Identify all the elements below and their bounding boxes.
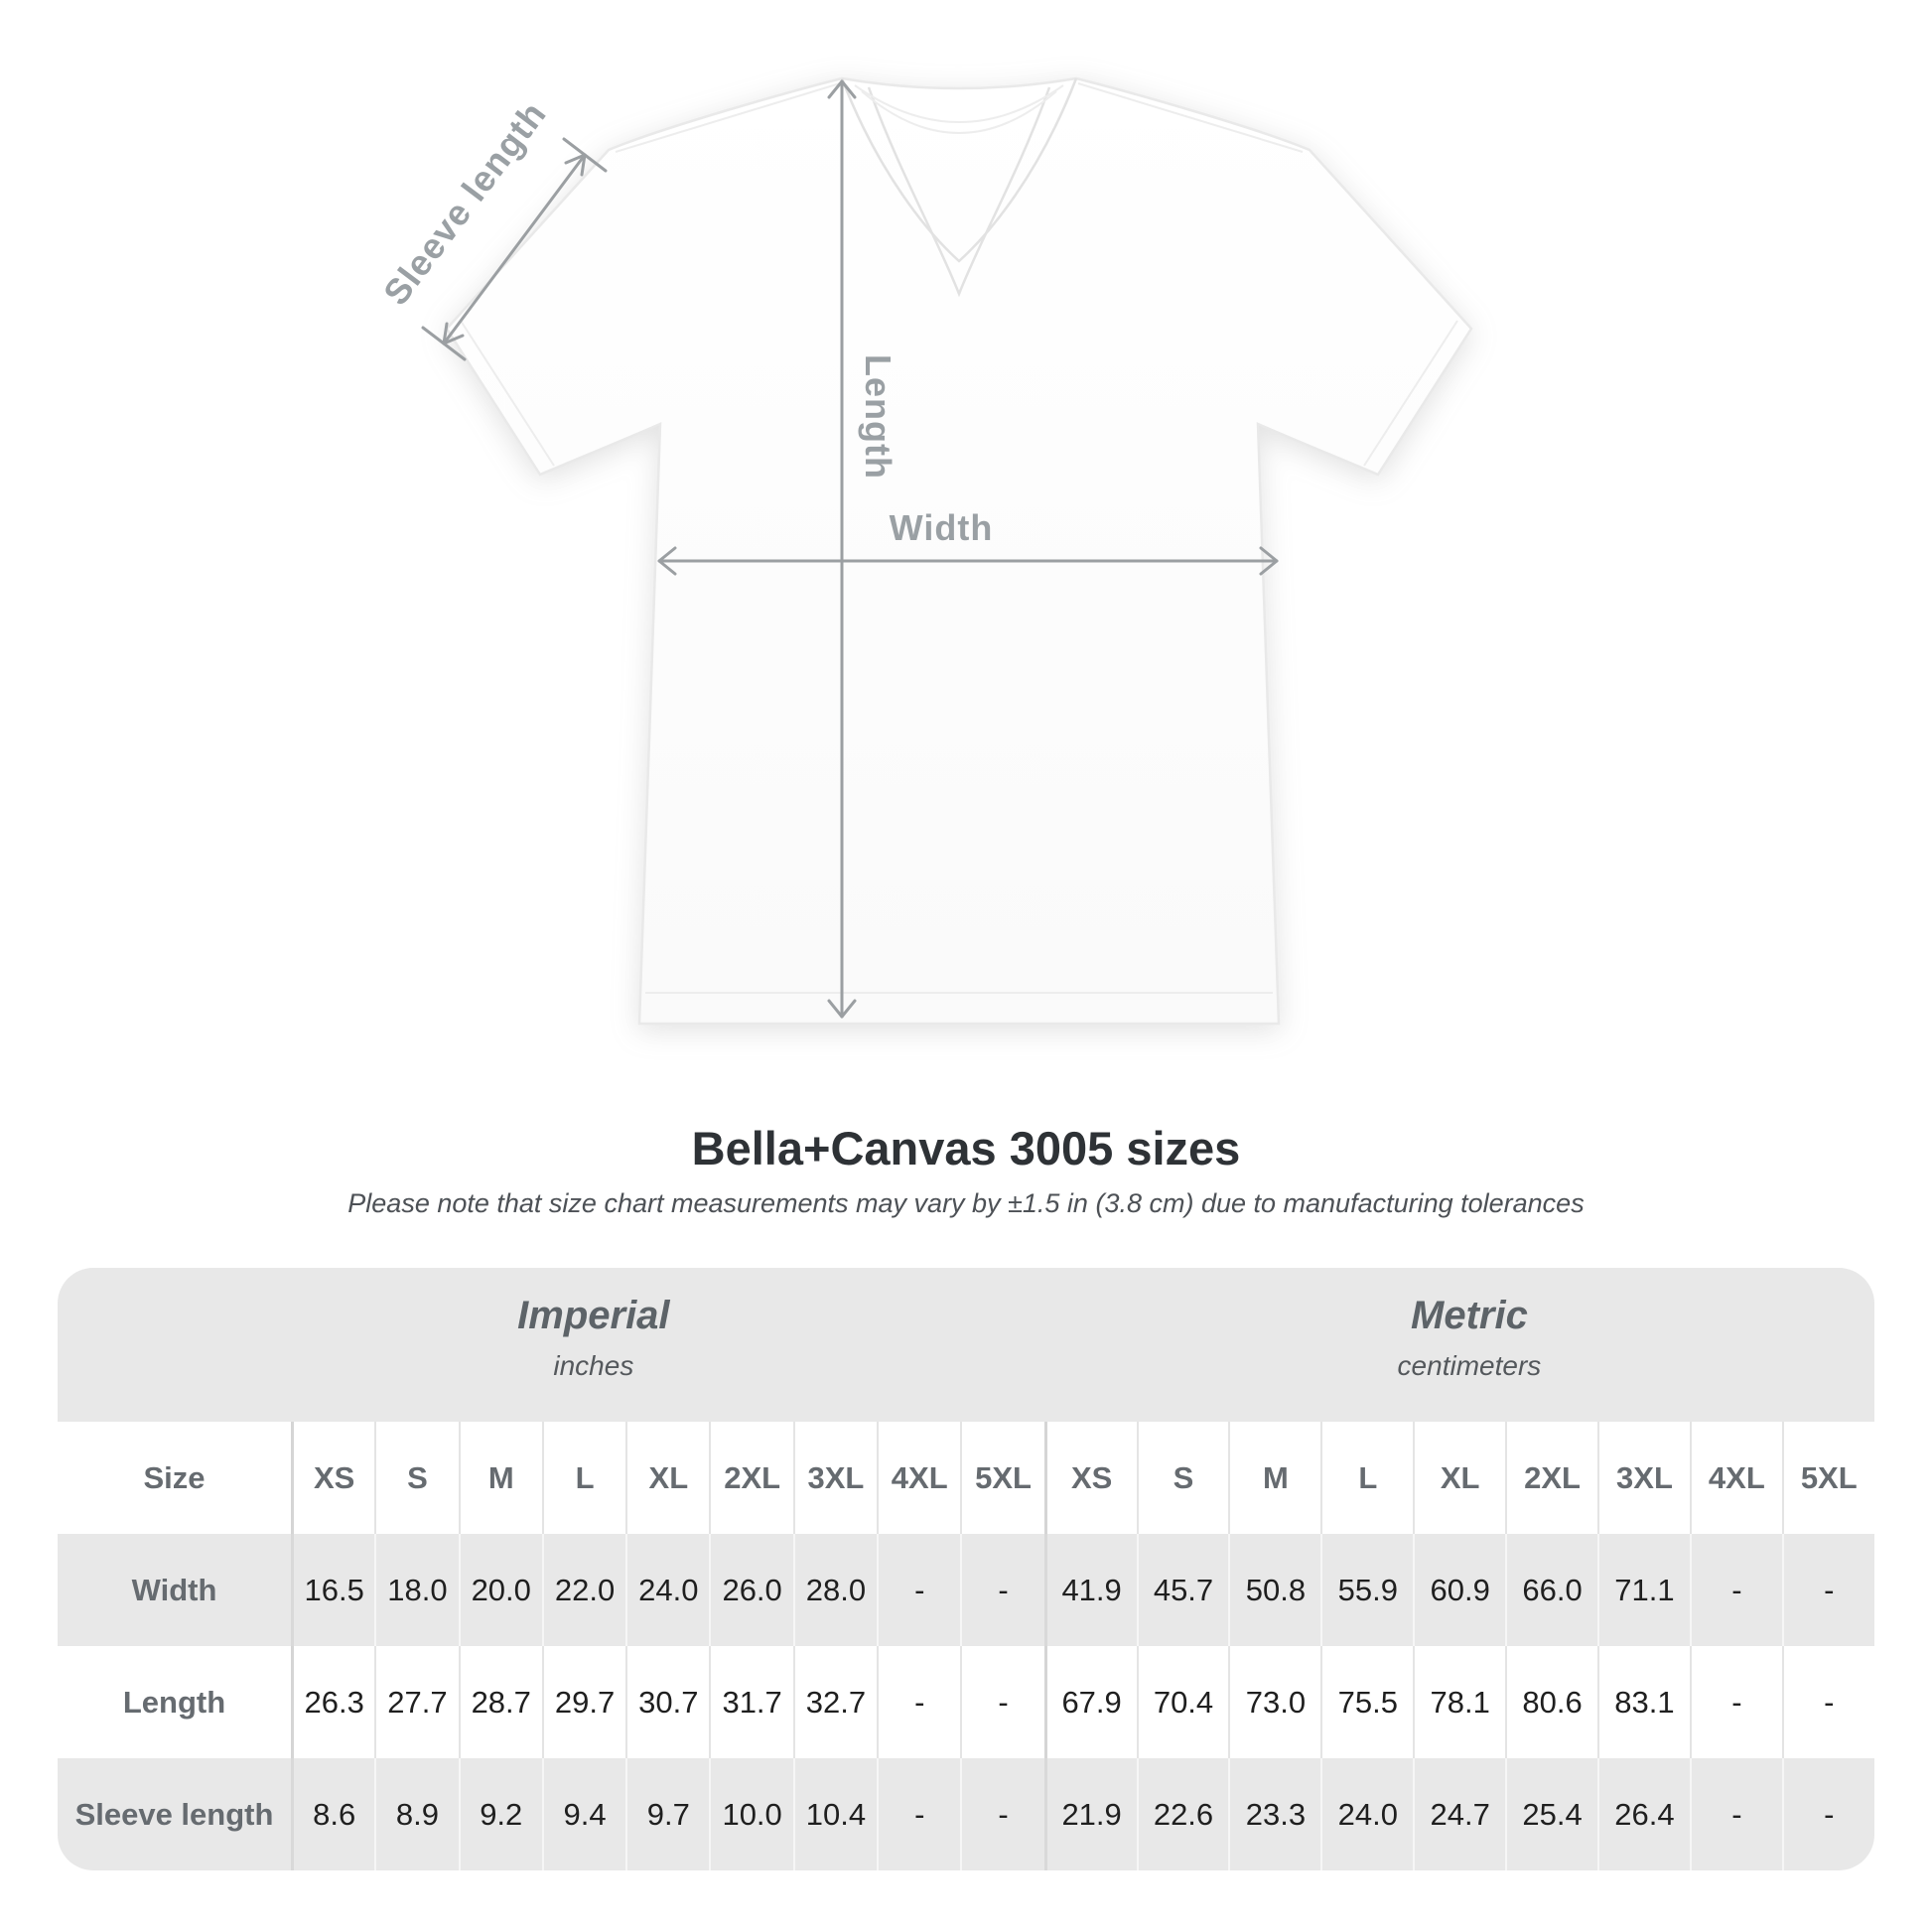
metric-title: Metric bbox=[1411, 1294, 1528, 1337]
value-cell: 24.0 bbox=[1320, 1758, 1413, 1870]
row-label-width: Width bbox=[58, 1534, 291, 1646]
value-cell: - bbox=[960, 1534, 1043, 1646]
size-header-imperial-m: M bbox=[459, 1422, 542, 1534]
value-cell: 24.7 bbox=[1413, 1758, 1505, 1870]
value-cell: 27.7 bbox=[374, 1646, 458, 1758]
size-header-metric-m: M bbox=[1228, 1422, 1320, 1534]
value-cell: 67.9 bbox=[1044, 1646, 1137, 1758]
value-cell: - bbox=[1690, 1534, 1782, 1646]
row-label-sleeve-length: Sleeve length bbox=[58, 1758, 291, 1870]
value-cell: 9.4 bbox=[542, 1758, 625, 1870]
length-label: Length bbox=[858, 354, 898, 480]
size-header-metric-xs: XS bbox=[1044, 1422, 1137, 1534]
size-header-imperial-5xl: 5XL bbox=[960, 1422, 1043, 1534]
value-cell: 10.0 bbox=[709, 1758, 792, 1870]
value-cell: 71.1 bbox=[1597, 1534, 1690, 1646]
value-cell: 80.6 bbox=[1505, 1646, 1597, 1758]
imperial-header bbox=[517, 1294, 669, 1382]
value-cell: - bbox=[877, 1646, 960, 1758]
size-table bbox=[58, 1268, 1874, 1870]
value-cell: 21.9 bbox=[1044, 1758, 1137, 1870]
size-header-imperial-s: S bbox=[374, 1422, 458, 1534]
imperial-title: Imperial bbox=[517, 1294, 670, 1337]
size-header-metric-xl: XL bbox=[1413, 1422, 1505, 1534]
value-cell: 28.0 bbox=[793, 1534, 877, 1646]
value-cell: 29.7 bbox=[542, 1646, 625, 1758]
tshirt-illustration bbox=[447, 78, 1471, 1024]
page-title: Bella+Canvas 3005 sizes bbox=[691, 1122, 1241, 1174]
value-cell: - bbox=[1690, 1758, 1782, 1870]
value-cell: 28.7 bbox=[459, 1646, 542, 1758]
value-cell: 8.6 bbox=[291, 1758, 374, 1870]
size-column-header: Size bbox=[58, 1422, 291, 1534]
value-cell: 41.9 bbox=[1044, 1534, 1137, 1646]
size-header-metric-2xl: 2XL bbox=[1505, 1422, 1597, 1534]
size-header-imperial-l: L bbox=[542, 1422, 625, 1534]
value-cell: 10.4 bbox=[793, 1758, 877, 1870]
tshirt-silhouette bbox=[447, 78, 1471, 1024]
value-cell: 55.9 bbox=[1320, 1534, 1413, 1646]
row-label-length: Length bbox=[58, 1646, 291, 1758]
value-cell: 26.3 bbox=[291, 1646, 374, 1758]
value-cell: - bbox=[1782, 1534, 1874, 1646]
size-header-imperial-2xl: 2XL bbox=[709, 1422, 792, 1534]
width-label: Width bbox=[889, 507, 994, 548]
value-cell: - bbox=[1690, 1646, 1782, 1758]
value-cell: 50.8 bbox=[1228, 1534, 1320, 1646]
size-header-metric-3xl: 3XL bbox=[1597, 1422, 1690, 1534]
value-cell: 78.1 bbox=[1413, 1646, 1505, 1758]
value-cell: 75.5 bbox=[1320, 1646, 1413, 1758]
value-cell: 23.3 bbox=[1228, 1758, 1320, 1870]
value-cell: 26.4 bbox=[1597, 1758, 1690, 1870]
value-cell: 83.1 bbox=[1597, 1646, 1690, 1758]
metric-unit: centimeters bbox=[1397, 1350, 1542, 1381]
value-cell: 16.5 bbox=[291, 1534, 374, 1646]
value-cell: - bbox=[1782, 1646, 1874, 1758]
value-cell: 30.7 bbox=[625, 1646, 709, 1758]
value-cell: 18.0 bbox=[374, 1534, 458, 1646]
value-cell: 73.0 bbox=[1228, 1646, 1320, 1758]
value-cell: 22.0 bbox=[542, 1534, 625, 1646]
size-header-metric-4xl: 4XL bbox=[1690, 1422, 1782, 1534]
value-cell: 8.9 bbox=[374, 1758, 458, 1870]
value-cell: 32.7 bbox=[793, 1646, 877, 1758]
value-cell: 31.7 bbox=[709, 1646, 792, 1758]
imperial-unit: inches bbox=[553, 1350, 634, 1381]
value-cell: - bbox=[960, 1758, 1043, 1870]
size-header-metric-5xl: 5XL bbox=[1782, 1422, 1874, 1534]
metric-header bbox=[1398, 1294, 1542, 1382]
size-header-metric-s: S bbox=[1137, 1422, 1229, 1534]
value-cell: 22.6 bbox=[1137, 1758, 1229, 1870]
caption-block bbox=[0, 1120, 1932, 1221]
value-cell: - bbox=[877, 1758, 960, 1870]
size-header-imperial-xl: XL bbox=[625, 1422, 709, 1534]
value-cell: 26.0 bbox=[709, 1534, 792, 1646]
value-cell: 60.9 bbox=[1413, 1534, 1505, 1646]
size-grid bbox=[58, 1422, 1874, 1870]
size-header-imperial-3xl: 3XL bbox=[793, 1422, 877, 1534]
value-cell: 45.7 bbox=[1137, 1534, 1229, 1646]
value-cell: - bbox=[1782, 1758, 1874, 1870]
tolerance-note: Please note that size chart measurements may vary by ±1.5 in (3.8 cm) due to manufacturing tolerances bbox=[347, 1188, 1585, 1218]
value-cell: 66.0 bbox=[1505, 1534, 1597, 1646]
value-cell: - bbox=[877, 1534, 960, 1646]
value-cell: 70.4 bbox=[1137, 1646, 1229, 1758]
value-cell: - bbox=[960, 1646, 1043, 1758]
unit-header-band bbox=[58, 1268, 1874, 1422]
size-header-metric-l: L bbox=[1320, 1422, 1413, 1534]
value-cell: 9.2 bbox=[459, 1758, 542, 1870]
size-header-imperial-4xl: 4XL bbox=[877, 1422, 960, 1534]
value-cell: 25.4 bbox=[1505, 1758, 1597, 1870]
size-header-imperial-xs: XS bbox=[291, 1422, 374, 1534]
value-cell: 24.0 bbox=[625, 1534, 709, 1646]
value-cell: 9.7 bbox=[625, 1758, 709, 1870]
sleeve-length-label: Sleeve length bbox=[374, 93, 555, 313]
value-cell: 20.0 bbox=[459, 1534, 542, 1646]
